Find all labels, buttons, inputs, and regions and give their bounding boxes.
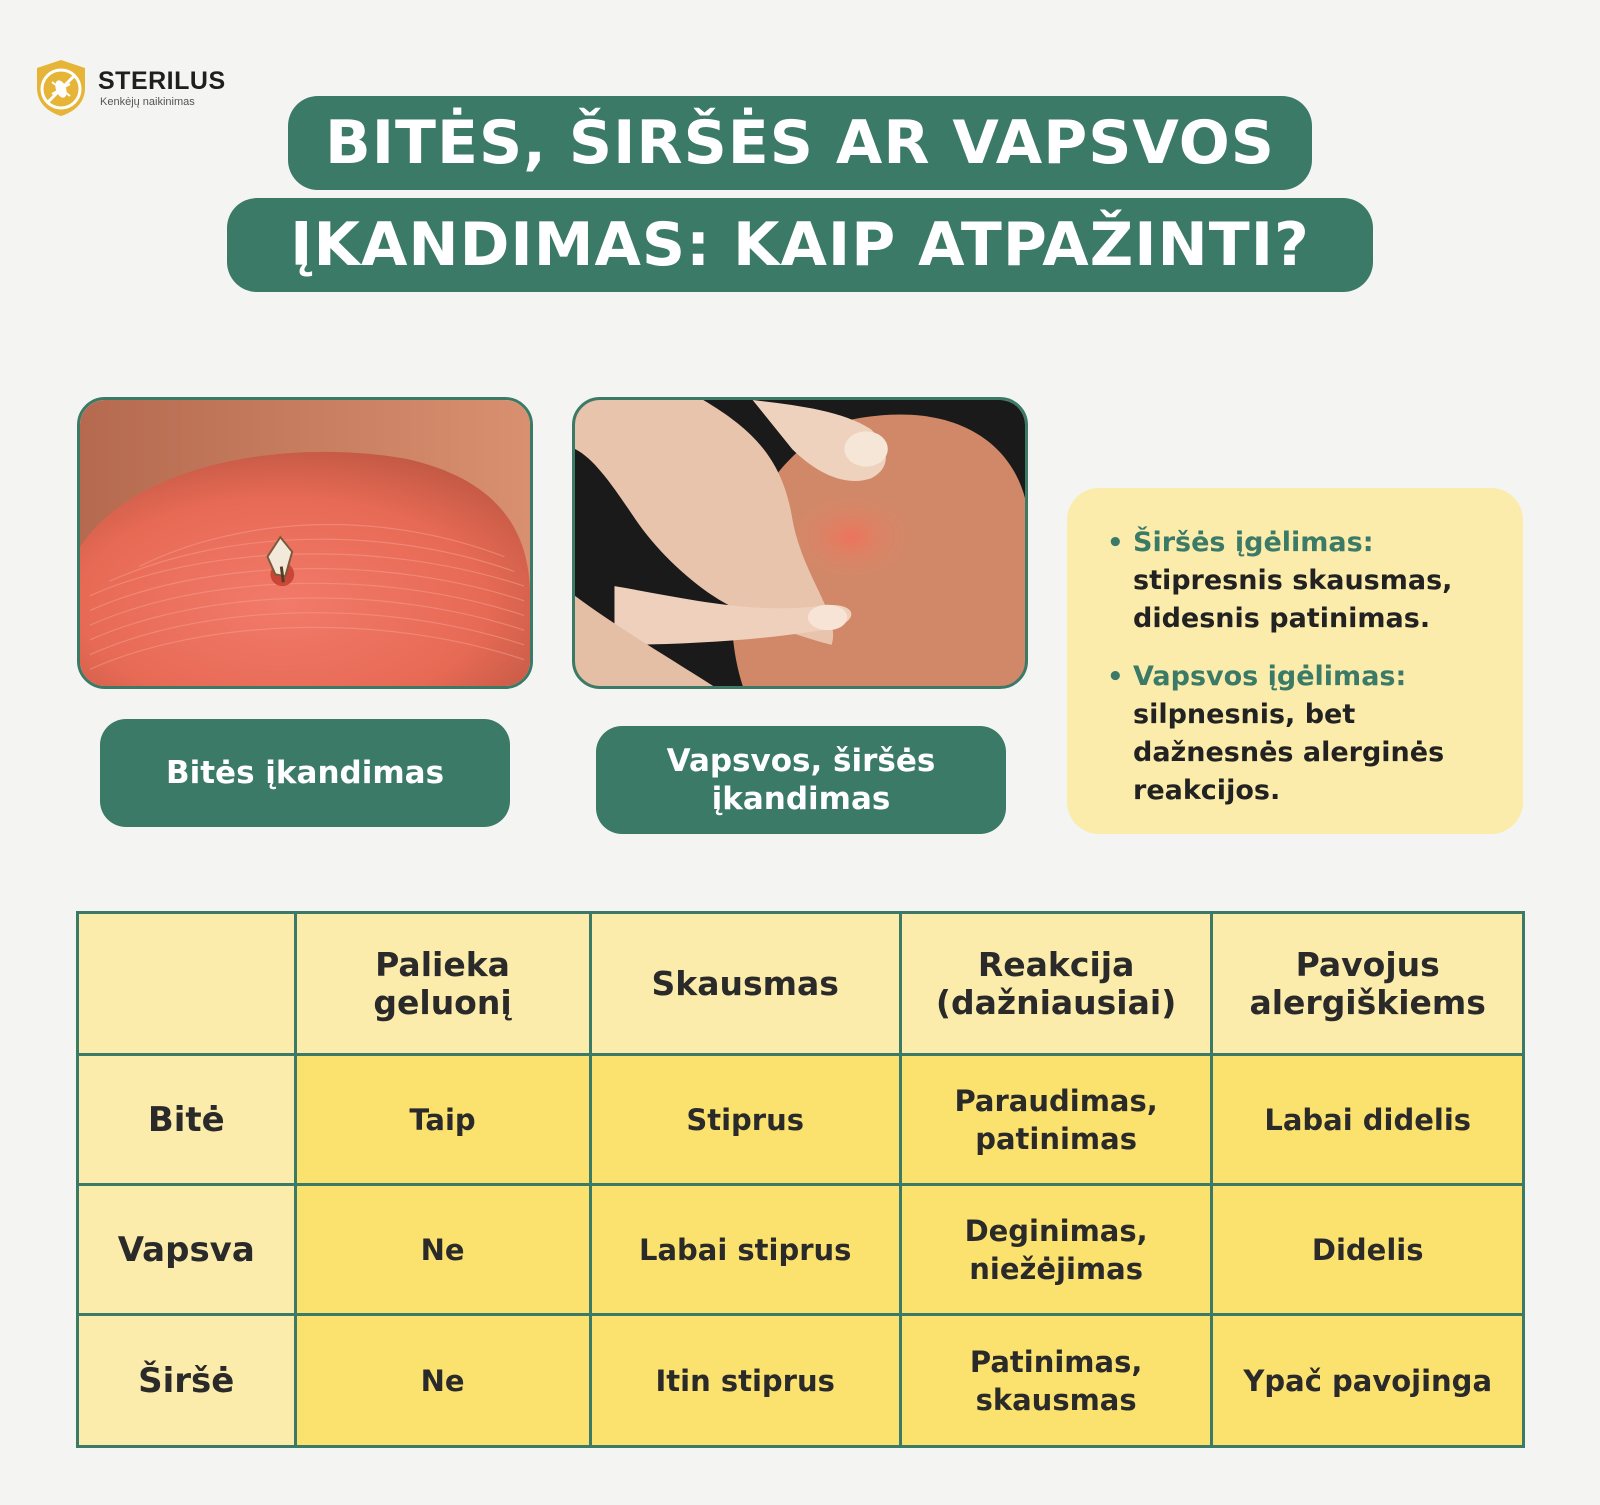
row-header: Bitė (78, 1055, 296, 1185)
table-cell: Stiprus (590, 1055, 900, 1185)
cell-text: Deginimas, niežėjimas (964, 1213, 1148, 1286)
bee-sting-photo (77, 397, 533, 689)
title-line-2: ĮKANDIMAS: KAIP ATPAŽINTI? (227, 198, 1373, 292)
header-text: Pavojus alergiškiems (1249, 944, 1486, 1022)
table-cell: Labai stiprus (590, 1185, 900, 1315)
header-text: Skausmas (651, 963, 839, 1003)
table-cell: Ypač pavojinga (1212, 1315, 1524, 1447)
info-item-label: • Vapsvos įgėlimas: (1133, 661, 1407, 692)
table-header (590, 913, 900, 1055)
shield-logo-icon (32, 58, 90, 118)
table-header-empty (78, 913, 296, 1055)
table-row (78, 1055, 1524, 1185)
table-cell: Ne (295, 1185, 590, 1315)
table-row (78, 1185, 1524, 1315)
table-cell: Didelis (1212, 1185, 1524, 1315)
wasp-sting-photo (572, 397, 1028, 689)
logo-tagline: Kenkėjų naikinimas (100, 96, 195, 108)
logo (32, 58, 226, 118)
comparison-table (76, 911, 1525, 1448)
title-line-1: BITĖS, ŠIRŠĖS AR VAPSVOS (288, 96, 1312, 190)
info-item-text: silpnesnis, bet dažnesnės alerginės reakcijos. (1133, 699, 1445, 806)
table-header (900, 913, 1212, 1055)
table-header-row (78, 913, 1524, 1055)
cell-text: Paraudimas, patinimas (954, 1083, 1158, 1156)
row-header: Vapsva (78, 1185, 296, 1315)
wasp-sting-caption: Vapsvos, širšės įkandimas (596, 726, 1006, 834)
info-list (1107, 524, 1499, 810)
info-item-hornet (1107, 524, 1499, 638)
table-cell: Ne (295, 1315, 590, 1447)
table-cell (900, 1055, 1212, 1185)
header-text: Reakcija (dažniausiai) (935, 944, 1177, 1022)
bee-sting-caption: Bitės įkandimas (100, 719, 510, 827)
row-header: Širšė (78, 1315, 296, 1447)
table-cell: Labai didelis (1212, 1055, 1524, 1185)
table-cell: Itin stiprus (590, 1315, 900, 1447)
table-row (78, 1315, 1524, 1447)
logo-name: STERILUS (98, 67, 226, 95)
table-cell: Taip (295, 1055, 590, 1185)
table-cell (900, 1185, 1212, 1315)
info-box (1067, 488, 1523, 834)
cell-text: Patinimas, skausmas (969, 1344, 1143, 1417)
table-cell (900, 1315, 1212, 1447)
info-item-label: • Širšės įgėlimas: (1133, 527, 1374, 558)
table-header (1212, 913, 1524, 1055)
table-header (295, 913, 590, 1055)
header-text: Palieka geluonį (373, 944, 512, 1022)
info-item-wasp (1107, 658, 1499, 810)
info-item-text: stipresnis skausmas, didesnis patinimas. (1133, 565, 1453, 634)
